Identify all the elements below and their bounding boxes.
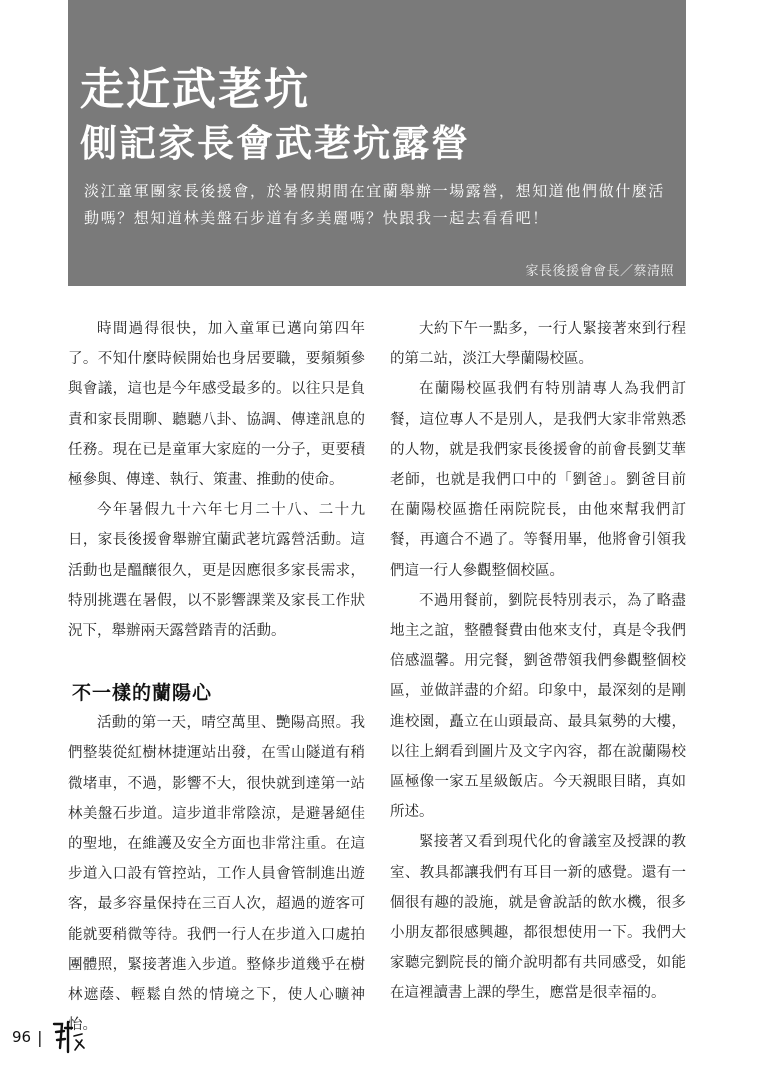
section-spacer	[68, 646, 365, 678]
body-paragraph: 活動的第一天，晴空萬里、艷陽高照。我們整裝從紅樹林捷運站出發，在雪山隧道有稍微堵車，不過，影響不大，很快就到達第一站林美盤石步道。這步道非常陰涼，是避暑絕佳的聖地，在維護及安全方面也非常注重。在這步道入口設有管控站，工作人員會管制進出遊客，最多容量保持在三百人次，超過的遊客可能就要稍微等待。我們一行人在步道入口處拍團體照，緊接著進入步道。整條步道幾乎在樹林遮蔭、輕鬆自然的情境之下，使人心曠神怡。	[68, 715, 365, 1034]
footer-separator: |	[37, 1027, 43, 1047]
page-title: 走近武荖坑	[80, 64, 310, 115]
page-footer	[12, 1018, 88, 1056]
body-paragraph: 緊接著又看到現代化的會議室及授課的教室、教具都讓我們有耳目一新的感覺。還有一個很有趣的設施，就是會說話的飲水機，很多小朋友都很感興趣，都很想使用一下。我們大家聽完劉院長的簡介說明都有共同感受，如能在這裡讀書上課的學生，應當是很幸福的。	[390, 834, 686, 1002]
body-paragraph: 今年暑假九十六年七月二十八、二十九日，家長後援會舉辦宜蘭武荖坑露營活動。這活動也是醞釀很久，更是因應很多家長需求，特別挑選在暑假，以不影響課業及家長工作狀況下，舉辦兩天露營踏青的活動。	[68, 502, 365, 640]
intro-text: 淡江童軍團家長後援會，於暑假期間在宜蘭舉辦一場露營，想知道他們做什麼活動嗎？想知道林美盤石步道有多美麗嗎？快跟我一起去看看吧！	[84, 182, 666, 227]
author-credit: 家長後援會會長／蔡清照	[525, 264, 674, 279]
section-heading: 不一樣的蘭陽心	[72, 682, 213, 705]
page-number: 96	[12, 1028, 32, 1046]
body-paragraph: 大約下午一點多，一行人緊接著來到行程的第二站，淡江大學蘭陽校區。	[390, 321, 686, 368]
body-paragraph: 時間過得很快，加入童軍已邁向第四年了。不知什麼時候開始也身居要職，要頻頻參與會議，這也是今年感受最多的。以往只是負責和家長閒聊、聽聽八卦、協調、傳達訊息的任務。現在已是童軍大家庭的一分子，更要積極參與、傳達、執行、策畫、推動的使命。	[68, 321, 365, 489]
page-subtitle: 側記家長會武荖坑露營	[80, 122, 470, 165]
right-column	[390, 314, 686, 1009]
header-banner	[68, 0, 686, 286]
body-paragraph: 在蘭陽校區我們有特別請專人為我們訂餐，這位專人不是別人，是我們大家非常熟悉的人物，就是我們家長後援會的前會長劉艾華老師，也就是我們口中的「劉爸」。劉爸目前在蘭陽校區擔任兩院院長，由他來幫我們訂餐，再適合不過了。等餐用畢，他將會引領我們這一行人參觀整個校區。	[390, 381, 686, 579]
body-paragraph: 不過用餐前，劉院長特別表示，為了略盡地主之誼，整體餐費由他來支付，真是令我們倍感溫馨。用完餐，劉爸帶領我們參觀整個校區，並做詳盡的介紹。印象中，最深刻的是剛進校園，矗立在山頭最高、最具氣勢的大樓，以往上網看到圖片及文字內容，都在說蘭陽校區極像一家五星級飯店。今天親眼目睹，真如所述。	[390, 592, 686, 821]
left-column	[68, 314, 365, 1040]
publication-logo-icon	[48, 1018, 88, 1056]
